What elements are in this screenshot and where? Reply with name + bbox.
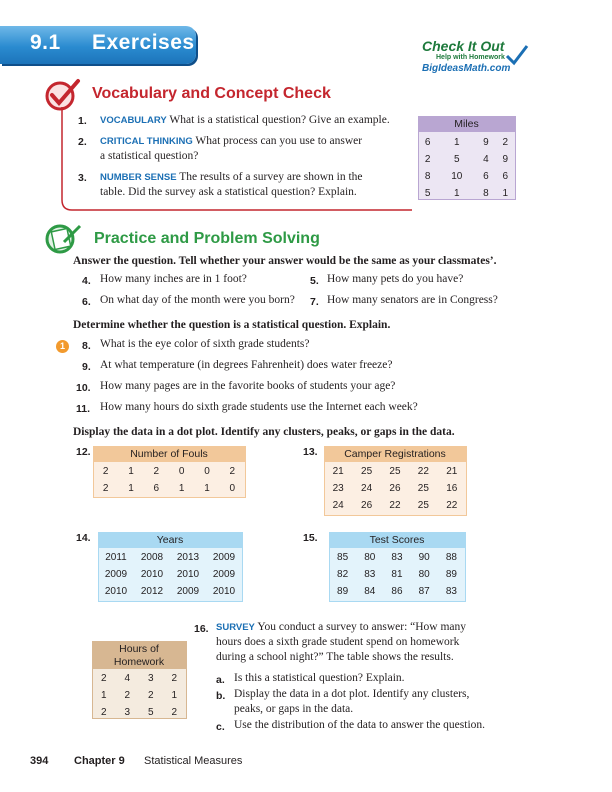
table-row	[329, 549, 465, 566]
table-cell: 3	[124, 707, 131, 718]
table-row	[98, 549, 242, 566]
instruction-3: Display the data in a dot plot. Identify any clusters, peaks, or gaps in the data.	[73, 426, 455, 438]
table-cell: 3	[147, 673, 154, 684]
logo-line2: Help with Homework	[436, 54, 505, 61]
table-cell: 2010	[176, 569, 200, 580]
table-cell: 2010	[212, 586, 236, 597]
table-cell: 22	[417, 466, 429, 477]
q16b-label: b.	[216, 690, 226, 702]
table-cell: 6	[483, 171, 489, 182]
table-cell: 83	[364, 569, 376, 580]
table-cell: 21	[446, 466, 458, 477]
q16b-line1: Display the data in a dot plot. Identify any clusters,	[234, 688, 470, 700]
table-cell: 26	[389, 483, 401, 494]
q16a-label: a.	[216, 674, 225, 686]
table-cell: 1	[204, 483, 210, 494]
table-cell: 8	[424, 171, 431, 182]
q16-line2: hours does a sixth grade student spend on homework	[216, 636, 460, 648]
q5-num: 5.	[310, 275, 319, 287]
table-cell: 85	[337, 552, 349, 563]
table-row	[329, 566, 465, 583]
table-cell: 2	[100, 673, 107, 684]
q16b-line2: peaks, or gaps in the data.	[234, 703, 354, 715]
table-cell: 25	[361, 466, 373, 477]
homework-table	[92, 670, 186, 721]
q1	[100, 113, 390, 128]
table-cell: 84	[364, 586, 376, 597]
q16-line1: You conduct a survey to answer: “How many	[257, 621, 467, 633]
table-cell: 90	[418, 552, 430, 563]
table-cell: 5	[424, 188, 431, 199]
q14-num: 14.	[76, 532, 91, 544]
q2	[100, 134, 362, 164]
table-cell: 2013	[176, 552, 200, 563]
q2-text: What process can you use to answer	[195, 135, 363, 147]
table-cell: 2	[502, 137, 509, 148]
table-cell: 21	[332, 466, 344, 477]
q16-keyword: SURVEY	[216, 622, 255, 633]
q10-num: 10.	[76, 382, 91, 394]
q16c-label: c.	[216, 721, 225, 733]
table-cell: 2	[171, 707, 178, 718]
pencil-paper-icon	[44, 222, 84, 254]
table-cell: 2009	[212, 552, 236, 563]
table-cell: 6	[424, 137, 431, 148]
years-table	[98, 549, 242, 600]
table-cell: 89	[445, 569, 457, 580]
q3-text: The results of a survey are shown in the	[179, 171, 363, 183]
chapter-label: Chapter 9	[74, 755, 125, 767]
practice-heading: Practice and Problem Solving	[94, 230, 320, 247]
q16-num: 16.	[194, 623, 209, 635]
table-row	[418, 151, 515, 168]
q2-num: 2.	[78, 136, 87, 148]
q16c: Use the distribution of the data to answer the question.	[234, 719, 486, 731]
vocab-heading: Vocabulary and Concept Check	[92, 85, 331, 102]
table-row	[418, 185, 515, 202]
table-cell: 24	[361, 483, 373, 494]
table-cell: 1	[100, 690, 107, 701]
table-cell: 2	[102, 483, 109, 494]
table-cell: 0	[178, 466, 185, 477]
q4: How many inches are in 1 foot?	[100, 273, 247, 285]
fouls-table-title: Number of Fouls	[93, 446, 245, 462]
level-marker: 1	[56, 340, 69, 353]
table-cell: 26	[361, 500, 373, 511]
table-row	[324, 463, 466, 480]
table-cell: 0	[204, 466, 210, 477]
table-cell: 89	[337, 586, 349, 597]
camper-table-title: Camper Registrations	[324, 446, 466, 462]
table-cell: 2	[424, 154, 431, 165]
table-row	[98, 566, 242, 583]
table-cell: 10	[451, 171, 463, 182]
miles-table-title: Miles	[418, 116, 515, 132]
table-row	[98, 583, 242, 600]
table-cell: 22	[446, 500, 458, 511]
table-cell: 2	[153, 466, 160, 477]
logo-line3: BigIdeasMath.com	[422, 63, 511, 74]
table-cell: 2009	[176, 586, 200, 597]
table-row	[324, 497, 466, 514]
table-cell: 86	[391, 586, 403, 597]
camper-table	[324, 463, 466, 514]
q13-num: 13.	[303, 446, 318, 458]
table-row	[93, 463, 245, 480]
table-cell: 4	[124, 673, 131, 684]
table-row	[92, 704, 186, 721]
table-cell: 2010	[140, 569, 164, 580]
section-number: 9.1	[30, 31, 61, 54]
q9: At what temperature (in degrees Fahrenheit) does water freeze?	[100, 359, 393, 371]
table-row	[418, 168, 515, 185]
table-cell: 88	[445, 552, 457, 563]
table-cell: 2	[229, 466, 236, 477]
q16a: Is this a statistical question? Explain.	[234, 672, 405, 684]
checkmark-icon	[504, 42, 530, 68]
table-cell: 22	[389, 500, 401, 511]
q3-text2: table. Did the survey ask a statistical question? Explain.	[100, 186, 357, 198]
q5: How many pets do you have?	[327, 273, 464, 285]
table-row	[92, 687, 186, 704]
table-cell: 1	[454, 137, 460, 148]
table-cell: 1	[171, 690, 178, 701]
table-cell: 2	[102, 466, 109, 477]
miles-table	[418, 134, 515, 202]
q1-text: What is a statistical question? Give an example.	[169, 114, 390, 126]
table-cell: 25	[417, 483, 429, 494]
table-cell: 2012	[140, 586, 164, 597]
page-number: 394	[30, 755, 49, 767]
table-cell: 6	[153, 483, 160, 494]
table-cell: 81	[391, 569, 403, 580]
table-cell: 2	[147, 690, 154, 701]
fouls-table	[93, 463, 245, 497]
table-cell: 80	[418, 569, 430, 580]
table-cell: 1	[128, 483, 134, 494]
table-cell: 2	[124, 690, 131, 701]
q7-num: 7.	[310, 296, 319, 308]
table-cell: 9	[502, 154, 509, 165]
q7: How many senators are in Congress?	[327, 294, 498, 306]
table-row	[92, 670, 186, 687]
table-cell: 16	[446, 483, 458, 494]
table-cell: 83	[391, 552, 403, 563]
q16-line3: during a school night?” The table shows the results.	[216, 651, 454, 663]
q11: How many hours do sixth grade students use the Internet each week?	[100, 401, 418, 413]
table-row	[418, 134, 515, 151]
q3-keyword: NUMBER SENSE	[100, 172, 177, 183]
scores-table-title: Test Scores	[329, 532, 465, 548]
table-row	[329, 583, 465, 600]
table-cell: 25	[417, 500, 429, 511]
q11-num: 11.	[76, 403, 91, 415]
table-cell: 2009	[104, 569, 128, 580]
table-row	[324, 480, 466, 497]
q3-num: 3.	[78, 172, 87, 184]
q6: On what day of the month were you born?	[100, 294, 295, 306]
chapter-title: Statistical Measures	[144, 755, 243, 767]
table-cell: 25	[389, 466, 401, 477]
q8: What is the eye color of sixth grade students?	[100, 338, 310, 350]
years-table-title: Years	[98, 532, 242, 548]
table-cell: 5	[147, 707, 154, 718]
homework-title-line2: Homework	[113, 656, 165, 668]
table-cell: 4	[483, 154, 489, 165]
scores-table	[329, 549, 465, 600]
table-cell: 23	[332, 483, 344, 494]
table-cell: 2010	[104, 586, 128, 597]
table-cell: 82	[337, 569, 349, 580]
table-cell: 2011	[105, 552, 127, 563]
table-cell: 24	[332, 500, 344, 511]
q16b	[234, 687, 469, 717]
table-cell: 1	[454, 188, 460, 199]
table-cell: 9	[483, 137, 489, 148]
q10: How many pages are in the favorite books of students your age?	[100, 380, 396, 392]
table-cell: 5	[454, 154, 460, 165]
q1-num: 1.	[78, 115, 87, 127]
q8-num: 8.	[82, 340, 91, 352]
table-cell: 80	[364, 552, 376, 563]
table-cell: 2008	[140, 552, 164, 563]
table-cell: 2009	[212, 569, 236, 580]
table-cell: 6	[502, 171, 509, 182]
instruction-2: Determine whether the question is a statistical question. Explain.	[73, 319, 391, 331]
q2-keyword: CRITICAL THINKING	[100, 136, 193, 147]
q4-num: 4.	[82, 275, 91, 287]
homework-title-line1: Hours of	[119, 643, 159, 655]
table-cell: 2	[171, 673, 178, 684]
table-row	[93, 480, 245, 497]
homework-table-title	[92, 641, 186, 669]
q2-text2: a statistical question?	[100, 150, 199, 162]
logo-line1: Check It Out	[422, 38, 505, 54]
table-cell: 8	[483, 188, 489, 199]
table-cell: 1	[502, 188, 509, 199]
q16	[216, 620, 466, 665]
q3	[100, 170, 363, 200]
table-cell: 2	[100, 707, 107, 718]
instruction-1: Answer the question. Tell whether your answer would be the same as your classmates’.	[73, 255, 497, 267]
section-title: Exercises	[92, 31, 195, 54]
q15-num: 15.	[303, 532, 318, 544]
q9-num: 9.	[82, 361, 91, 373]
table-cell: 0	[229, 483, 236, 494]
q1-keyword: VOCABULARY	[100, 115, 167, 126]
table-cell: 1	[128, 466, 134, 477]
q12-num: 12.	[76, 446, 91, 458]
table-cell: 87	[418, 586, 430, 597]
table-cell: 1	[178, 483, 185, 494]
table-cell: 83	[445, 586, 457, 597]
q6-num: 6.	[82, 296, 91, 308]
